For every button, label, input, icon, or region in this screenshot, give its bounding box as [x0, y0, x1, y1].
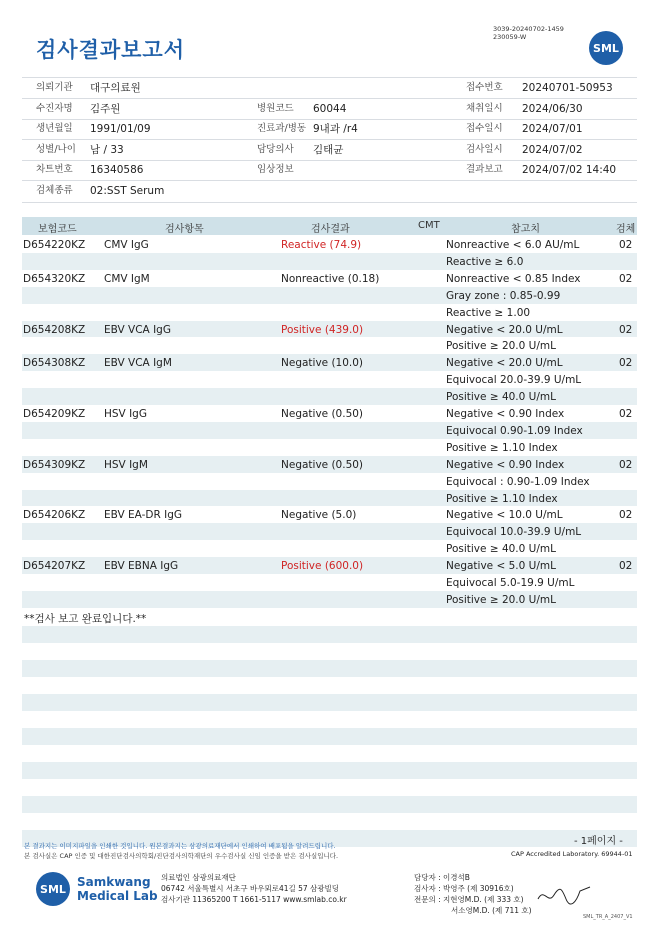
cell-ref: Positive ≥ 1.10 Index — [446, 492, 558, 505]
document-id-line: 3039-20240702-1459 — [493, 25, 564, 33]
info-value: 2024/06/30 — [522, 102, 583, 115]
info-label: 접수일시 — [466, 123, 503, 134]
cell-result: Reactive (74.9) — [281, 239, 362, 251]
info-value: 2024/07/01 — [522, 123, 583, 135]
cell-result: Nonreactive (0.18) — [281, 272, 380, 285]
info-value: 2024/07/02 — [522, 143, 583, 156]
lab-staff — [414, 872, 532, 916]
cell-ref: Positive ≥ 1.10 Index — [446, 441, 558, 454]
cell-ref: Negative < 0.90 Index — [446, 408, 565, 420]
column-header-specimen: 검체 — [616, 224, 636, 235]
column-header-reference: 참고치 — [511, 224, 540, 235]
staff-line: 전문의 : 지현영M.D. (제 333 호) — [414, 895, 524, 904]
info-value: 김주원 — [90, 102, 121, 115]
cell-specimen: 02 — [619, 357, 633, 370]
info-value: 16340586 — [90, 164, 144, 176]
info-label: 생년월일 — [36, 123, 73, 134]
cell-ref: Positive ≥ 40.0 U/mL — [446, 391, 556, 404]
form-code: SML_TR_A_2407_V1 — [583, 914, 633, 920]
staff-line: 담당자 : 이경석B — [414, 873, 470, 882]
empty-row-stripe — [22, 660, 637, 677]
page-number: - 1페이지 - — [574, 836, 623, 847]
cell-ref: Equivocal 5.0-19.9 U/mL — [446, 577, 575, 589]
cell-ref: Positive ≥ 20.0 U/mL — [446, 340, 556, 353]
empty-row-stripe — [22, 694, 637, 711]
cell-ref: Equivocal 20.0-39.9 U/mL — [446, 374, 582, 387]
cell-item: EBV EA-DR IgG — [104, 509, 183, 522]
info-label: 결과보고 — [466, 164, 503, 175]
lab-contact: 검사기관 11365200 T 1661-5117 www.smlab.co.kr — [161, 895, 347, 904]
info-divider — [22, 98, 637, 99]
info-value: 20240701-50953 — [522, 82, 613, 94]
info-value: 대구의료원 — [90, 82, 141, 94]
cell-result: Negative (10.0) — [281, 357, 364, 370]
staff-line: 서소영M.D. (제 711 호) — [451, 906, 532, 915]
image-notice: 본 결과지는 이미지파일을 인쇄한 것입니다. 원본결과지는 삼광의료재단에서 인쇄하여 배포됨을 알려드립니다. — [24, 842, 336, 850]
company-name-line: Samkwang — [77, 875, 151, 889]
cell-code: D654209KZ — [23, 408, 86, 420]
cell-code: D654208KZ — [23, 323, 86, 336]
info-value: 1991/01/09 — [90, 123, 151, 135]
info-divider — [22, 180, 637, 181]
cell-item: EBV EBNA IgG — [104, 560, 179, 573]
cell-ref: Reactive ≥ 6.0 — [446, 255, 524, 268]
certification-notice: 본 검사실은 CAP 인증 및 대한진단검사의학회/진단검사의학재단의 우수검사실 신임 인증을 받은 검사실입니다. — [24, 852, 339, 860]
info-value: 60044 — [313, 102, 347, 115]
lab-address — [161, 872, 347, 905]
cell-ref: Nonreactive < 6.0 AU/mL — [446, 239, 580, 251]
cell-result: Negative (0.50) — [281, 408, 364, 420]
cell-ref: Negative < 20.0 U/mL — [446, 357, 563, 370]
info-divider — [22, 77, 637, 78]
sml-logo-icon: SML — [36, 872, 70, 906]
cell-code: D654206KZ — [23, 509, 86, 522]
info-divider — [22, 119, 637, 120]
footer-notice — [24, 841, 338, 861]
cell-code: D654309KZ — [23, 458, 86, 471]
info-value: 9내과 /r4 — [313, 123, 358, 135]
row-stripe — [22, 253, 637, 270]
cell-ref: Positive ≥ 40.0 U/mL — [446, 543, 556, 556]
info-label: 의뢰기관 — [36, 82, 73, 93]
empty-row-stripe — [22, 728, 637, 745]
cell-result: Negative (0.50) — [281, 458, 364, 471]
cell-item: CMV IgM — [104, 272, 150, 285]
cell-specimen: 02 — [619, 560, 633, 573]
sml-logo-icon: SML — [589, 31, 623, 65]
info-label: 검체종류 — [36, 184, 73, 196]
info-value: 김태균 — [313, 143, 344, 156]
cell-specimen: 02 — [619, 239, 633, 251]
info-label: 진료과/병동 — [257, 123, 307, 134]
cell-ref: Negative < 0.90 Index — [446, 458, 565, 471]
document-id-line: 230059-W — [493, 33, 527, 41]
company-name-line: Medical Lab — [77, 889, 158, 903]
report-title: 검사결과보고서 — [36, 38, 186, 62]
cell-ref: Negative < 20.0 U/mL — [446, 323, 563, 336]
cell-specimen: 02 — [619, 509, 633, 522]
cell-result: Positive (600.0) — [281, 560, 364, 573]
cell-ref: Positive ≥ 20.0 U/mL — [446, 593, 556, 606]
info-divider — [22, 139, 637, 140]
cell-item: HSV IgM — [104, 458, 148, 471]
staff-line: 검사자 : 박영주 (제 30916호) — [414, 884, 514, 893]
cell-specimen: 02 — [619, 458, 633, 471]
column-header-cmt: CMT — [418, 220, 440, 231]
cell-ref: Negative < 5.0 U/mL — [446, 560, 556, 573]
info-value: 남 / 33 — [90, 143, 124, 156]
cell-item: HSV IgG — [104, 408, 147, 420]
empty-row-stripe — [22, 762, 637, 779]
empty-row-stripe — [22, 796, 637, 813]
cell-item: EBV VCA IgG — [104, 323, 171, 336]
column-header-item: 검사항목 — [165, 224, 204, 235]
lab-street: 06742 서울특별시 서초구 바우뫼로41길 57 삼광빌딩 — [161, 884, 340, 893]
info-value: 02:SST Serum — [90, 184, 165, 197]
cell-result: Negative (5.0) — [281, 509, 357, 522]
cell-code: D654220KZ — [23, 239, 86, 251]
cell-code: D654308KZ — [23, 357, 86, 370]
info-label: 임상정보 — [257, 164, 294, 175]
cell-ref: Negative < 10.0 U/mL — [446, 509, 563, 522]
info-value: 2024/07/02 14:40 — [522, 164, 617, 176]
info-label: 검사일시 — [466, 143, 503, 155]
info-divider — [22, 202, 637, 203]
empty-row-stripe — [22, 626, 637, 643]
document-id — [493, 25, 564, 41]
column-header-code: 보험코드 — [38, 224, 77, 235]
info-label: 접수번호 — [466, 82, 503, 93]
cell-item: EBV VCA IgM — [104, 357, 172, 370]
info-label: 성별/나이 — [36, 143, 76, 155]
column-header-result: 검사결과 — [311, 224, 350, 235]
cell-code: D654320KZ — [23, 272, 86, 285]
lab-name: 의료법인 삼광의료재단 — [161, 873, 236, 882]
report-complete-note: **검사 보고 완료입니다.** — [24, 612, 147, 625]
signature-image — [536, 883, 592, 907]
info-label: 차트번호 — [36, 164, 73, 175]
cell-ref: Equivocal 10.0-39.9 U/mL — [446, 526, 582, 539]
cell-ref: Reactive ≥ 1.00 — [446, 306, 531, 319]
info-label: 담당의사 — [257, 143, 294, 155]
info-label: 채취일시 — [466, 102, 503, 114]
cell-ref: Equivocal 0.90-1.09 Index — [446, 424, 583, 437]
cap-accreditation: CAP Accredited Laboratory. 69944-01 — [511, 850, 633, 858]
cell-specimen: 02 — [619, 272, 633, 285]
info-divider — [22, 160, 637, 161]
cell-item: CMV IgG — [104, 239, 149, 251]
cell-ref: Gray zone : 0.85-0.99 — [446, 289, 561, 302]
cell-specimen: 02 — [619, 323, 633, 336]
cell-ref: Nonreactive < 0.85 Index — [446, 272, 581, 285]
cell-code: D654207KZ — [23, 560, 86, 573]
cell-specimen: 02 — [619, 408, 633, 420]
cell-result: Positive (439.0) — [281, 323, 364, 336]
info-label: 수진자명 — [36, 102, 73, 114]
company-name — [77, 875, 158, 903]
cell-ref: Equivocal : 0.90-1.09 Index — [446, 475, 590, 488]
info-label: 병원코드 — [257, 102, 294, 114]
